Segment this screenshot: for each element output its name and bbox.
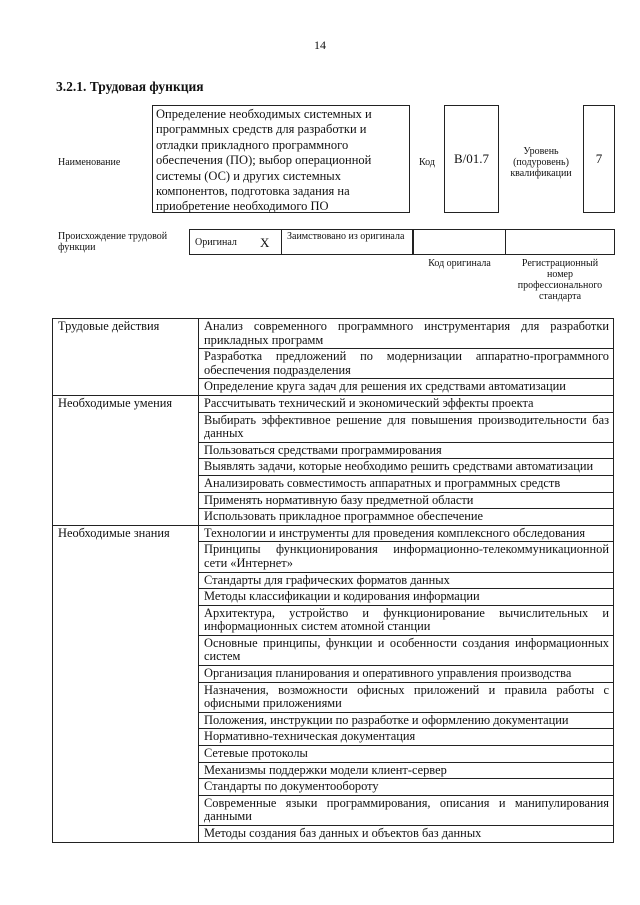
table-cell: Механизмы поддержки модели клиент-сервер — [199, 762, 614, 779]
table-cell: Применять нормативную базу предметной области — [199, 492, 614, 509]
table-cell: Использовать прикладное программное обеспечение — [199, 509, 614, 526]
competency-table — [52, 318, 614, 843]
category-cell: Необходимые умения — [53, 395, 199, 525]
reg-number-label: Регистрационный номер профессионального стандарта — [517, 258, 603, 302]
kod-label: Код — [419, 157, 435, 168]
table-cell: Выявлять задачи, которые необходимо решить средствами автоматизации — [199, 459, 614, 476]
kod-originala-label: Код оригинала — [428, 258, 491, 269]
table-cell: Современные языки программирования, описания и манипулирования данными — [199, 795, 614, 825]
table-cell: Анализировать совместимость аппаратных и программных средств — [199, 475, 614, 492]
table-cell: Разработка предложений по модернизации аппаратно-программного обеспечения подразделения — [199, 349, 614, 379]
naimenovanie-value: Определение необходимых системных и программных средств для разработки и отладки прикладного программного обеспечения (ПО); выбор операционной системы (ОС) и других системных компонентов, подготовка задания на приобретение необходимого ПО — [152, 105, 410, 213]
origin-label: Происхождение трудовой функции — [58, 231, 168, 253]
table-cell: Стандарты по документообороту — [199, 779, 614, 796]
table-row — [53, 525, 614, 542]
table-cell: Стандарты для графических форматов данных — [199, 572, 614, 589]
table-cell: Основные принципы, функции и особенности создания информационных систем — [199, 635, 614, 665]
table-cell: Методы классификации и кодирования информации — [199, 589, 614, 606]
table-row — [53, 395, 614, 412]
table-cell: Архитектура, устройство и функционирование вычислительных и информационных систем атомной станции — [199, 605, 614, 635]
section-title: 3.2.1. Трудовая функция — [56, 79, 204, 94]
table-cell: Определение круга задач для решения их средствами автоматизации — [199, 379, 614, 396]
table-cell: Технологии и инструменты для проведения комплексного обследования — [199, 525, 614, 542]
kod-value: В/01.7 — [444, 105, 499, 213]
kod-originala-box — [413, 229, 506, 255]
table-row — [53, 319, 614, 349]
category-cell: Трудовые действия — [53, 319, 199, 396]
table-cell: Нормативно-техническая документация — [199, 729, 614, 746]
level-value: 7 — [583, 105, 615, 213]
table-cell: Принципы функционирования информационно-телекоммуникационной сети «Интернет» — [199, 542, 614, 572]
table-cell: Выбирать эффективное решение для повышения производительности баз данных — [199, 412, 614, 442]
category-cell: Необходимые знания — [53, 525, 199, 842]
borrowed-label: Заимствовано из оригинала — [287, 231, 405, 242]
table-cell: Организация планирования и оперативного управления производства — [199, 666, 614, 683]
origin-divider — [281, 229, 282, 255]
reg-number-box — [505, 229, 615, 255]
table-cell: Анализ современного программного инструментария для разработки прикладных программ — [199, 319, 614, 349]
original-label: Оригинал — [195, 237, 237, 248]
table-cell: Пользоваться средствами программирования — [199, 442, 614, 459]
naimenovanie-label: Наименование — [58, 157, 121, 168]
level-label: Уровень (подуровень) квалификации — [510, 146, 572, 179]
original-mark: X — [260, 235, 270, 250]
table-cell: Сетевые протоколы — [199, 746, 614, 763]
page-number: 14 — [314, 38, 326, 52]
table-cell: Методы создания баз данных и объектов баз данных — [199, 826, 614, 843]
table-cell: Рассчитывать технический и экономический эффекты проекта — [199, 395, 614, 412]
table-cell: Назначения, возможности офисных приложений и правила работы с офисными приложениями — [199, 682, 614, 712]
table-cell: Положения, инструкции по разработке и оформлению документации — [199, 712, 614, 729]
